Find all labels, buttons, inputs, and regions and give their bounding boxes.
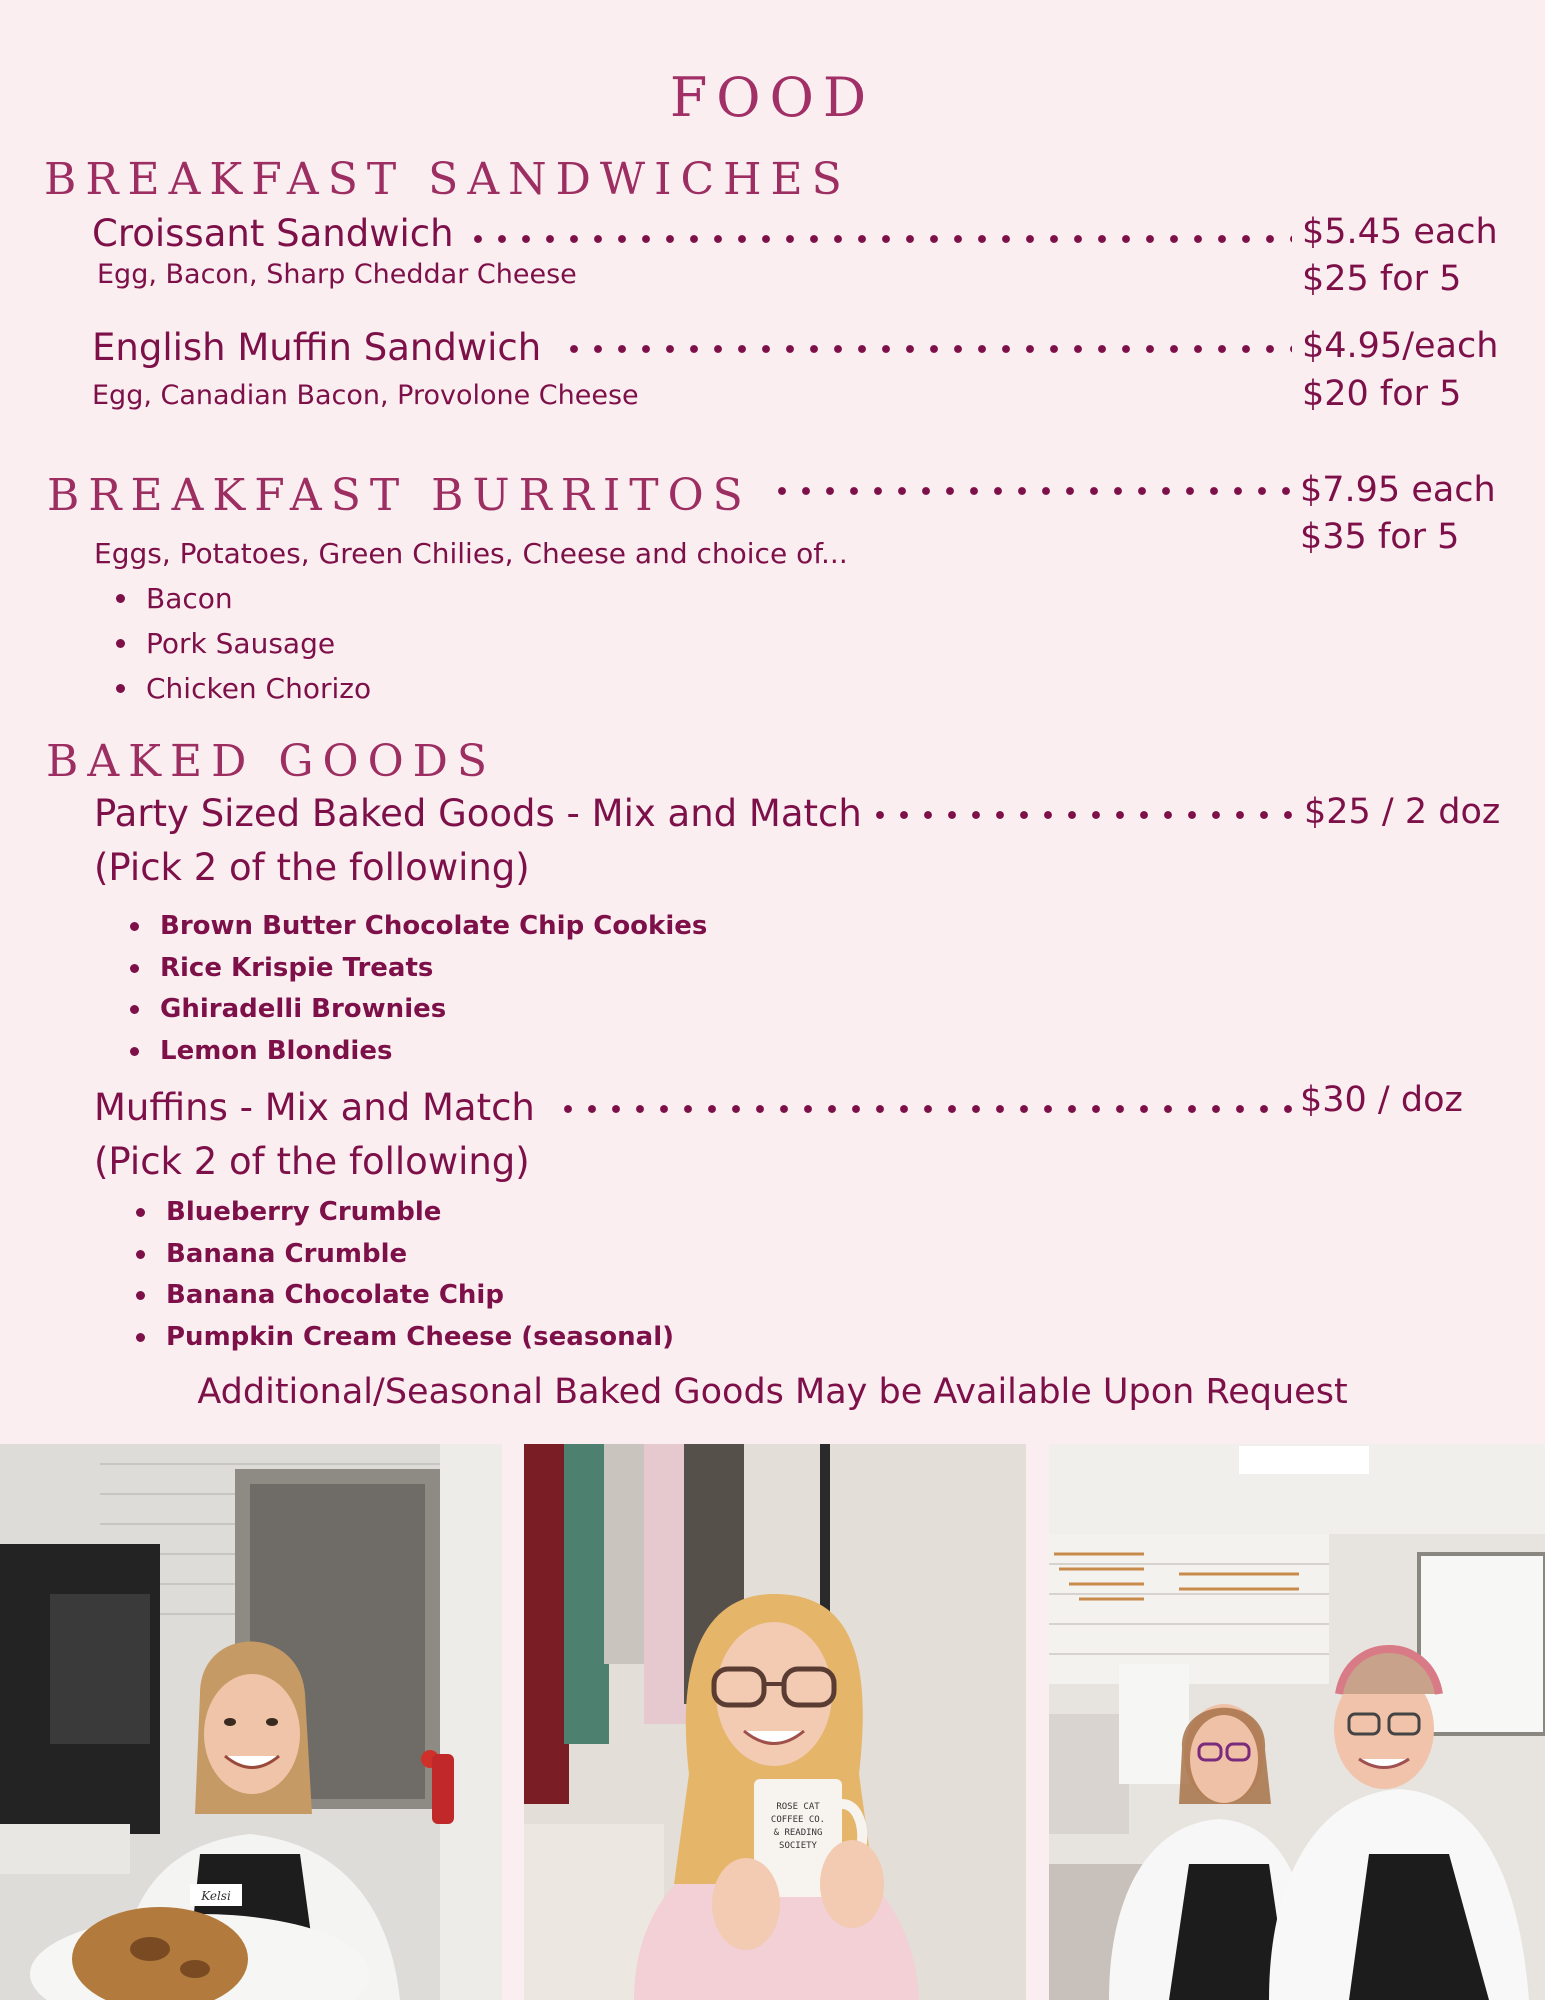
photo-barista-with-cookie	[0, 1444, 502, 2000]
list-item: Brown Butter Chocolate Chip Cookies	[126, 906, 707, 948]
list-item: Pork Sausage	[112, 621, 371, 666]
item-subtitle-party-sized: (Pick 2 of the following)	[94, 846, 530, 889]
item-description-croissant: Egg, Bacon, Sharp Cheddar Cheese	[97, 259, 577, 290]
section-title-breakfast-sandwiches: BREAKFAST SANDWICHES	[44, 154, 851, 205]
list-item: Pumpkin Cream Cheese (seasonal)	[132, 1317, 674, 1359]
section-title-baked-goods: BAKED GOODS	[46, 736, 497, 787]
mug-text-line: ROSE CAT	[776, 1802, 820, 1812]
mug-text-line: & READING	[773, 1828, 823, 1838]
list-item: Banana Chocolate Chip	[132, 1275, 674, 1317]
section-title-breakfast-burritos: BREAKFAST BURRITOS	[47, 470, 752, 521]
name-tag-text: Kelsi	[201, 1889, 231, 1903]
dot-leader	[868, 811, 1292, 819]
dot-leader	[466, 235, 1292, 243]
list-item: Bacon	[112, 576, 371, 621]
muffin-options-list	[132, 1192, 674, 1358]
burrito-options-list	[112, 576, 371, 711]
list-item: Lemon Blondies	[126, 1031, 707, 1073]
item-name-english-muffin-sandwich: English Muffin Sandwich	[92, 326, 542, 369]
price-muffins: $30 / doz	[1300, 1080, 1463, 1120]
list-item: Banana Crumble	[132, 1234, 674, 1276]
party-options-list	[126, 906, 707, 1072]
dot-leader	[556, 1105, 1292, 1113]
availability-note: Additional/Seasonal Baked Goods May be Available Upon Request	[197, 1372, 1348, 1412]
list-item: Rice Krispie Treats	[126, 948, 707, 990]
dot-leader	[770, 487, 1292, 495]
price-english-muffin-each: $4.95/each	[1302, 326, 1499, 366]
item-subtitle-muffins: (Pick 2 of the following)	[94, 1140, 530, 1183]
price-croissant-each: $5.45 each	[1302, 212, 1498, 252]
list-item: Chicken Chorizo	[112, 666, 371, 711]
price-burrito-bulk: $35 for 5	[1300, 517, 1460, 557]
price-english-muffin-bulk: $20 for 5	[1302, 374, 1462, 414]
price-party-sized: $25 / 2 doz	[1304, 792, 1501, 832]
item-name-muffins: Muffins - Mix and Match	[94, 1086, 535, 1129]
item-description-english-muffin: Egg, Canadian Bacon, Provolone Cheese	[92, 380, 639, 411]
list-item: Ghiradelli Brownies	[126, 989, 707, 1031]
mug-text-line: SOCIETY	[779, 1841, 817, 1851]
photo-woman-with-mug	[524, 1444, 1026, 2000]
list-item: Blueberry Crumble	[132, 1192, 674, 1234]
price-croissant-bulk: $25 for 5	[1302, 259, 1462, 299]
mug-text-line: COFFEE CO.	[770, 1815, 826, 1825]
item-name-croissant-sandwich: Croissant Sandwich	[92, 212, 454, 255]
burrito-description: Eggs, Potatoes, Green Chilies, Cheese and choice of...	[94, 537, 848, 570]
dot-leader	[562, 345, 1292, 353]
page-title: FOOD	[669, 66, 876, 129]
item-name-party-sized-baked-goods: Party Sized Baked Goods - Mix and Match	[94, 792, 862, 835]
photo-two-baristas	[1049, 1444, 1545, 2000]
price-burrito-each: $7.95 each	[1300, 470, 1496, 510]
